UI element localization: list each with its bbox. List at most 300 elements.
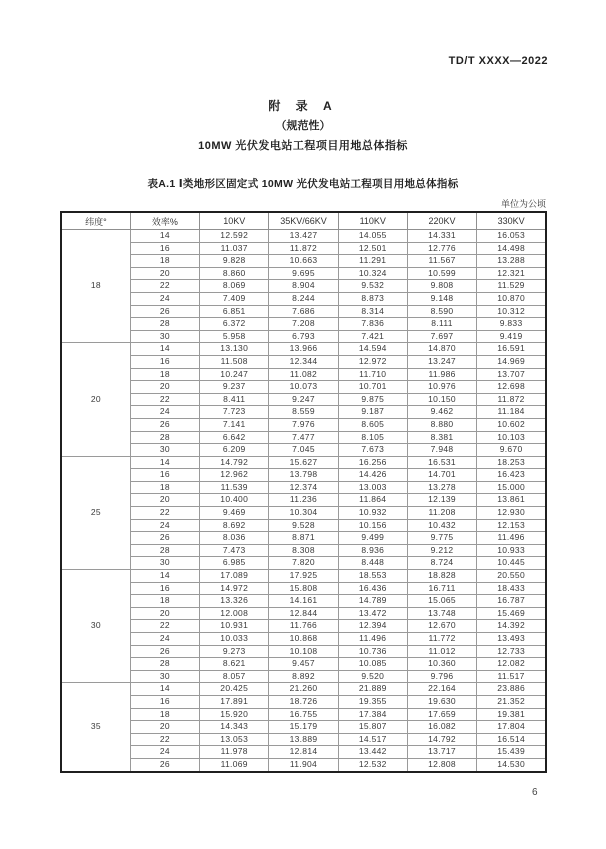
column-header: 纬度° [61,212,130,230]
table-row [61,683,546,696]
value-cell: 7.141 [200,418,269,431]
value-cell: 12.972 [338,355,407,368]
efficiency-cell: 20 [130,607,199,620]
value-cell: 5.958 [200,330,269,343]
value-cell: 12.592 [200,230,269,243]
value-cell: 10.933 [477,544,546,557]
value-cell: 15.179 [269,721,338,734]
table-body [61,230,546,772]
efficiency-cell: 16 [130,469,199,482]
value-cell: 10.103 [477,431,546,444]
value-cell: 7.820 [269,557,338,570]
value-cell: 7.473 [200,544,269,557]
value-cell: 10.085 [338,658,407,671]
column-header: 330KV [477,212,546,230]
value-cell: 7.836 [338,318,407,331]
value-cell: 15.808 [269,582,338,595]
value-cell: 11.710 [338,368,407,381]
efficiency-cell: 30 [130,557,199,570]
table-row [61,595,546,608]
value-cell: 11.766 [269,620,338,633]
value-cell: 10.736 [338,645,407,658]
value-cell: 9.528 [269,519,338,532]
efficiency-cell: 22 [130,507,199,520]
efficiency-cell: 18 [130,481,199,494]
latitude-cell: 35 [61,683,130,772]
table-row [61,658,546,671]
value-cell: 7.948 [407,444,476,457]
table-row [61,532,546,545]
table-row [61,255,546,268]
efficiency-cell: 26 [130,758,199,771]
value-cell: 7.409 [200,292,269,305]
value-cell: 9.237 [200,381,269,394]
value-cell: 8.448 [338,557,407,570]
value-cell: 13.966 [269,343,338,356]
value-cell: 8.871 [269,532,338,545]
value-cell: 12.962 [200,469,269,482]
value-cell: 8.069 [200,280,269,293]
efficiency-cell: 16 [130,582,199,595]
value-cell: 14.343 [200,721,269,734]
value-cell: 9.875 [338,393,407,406]
value-cell: 6.985 [200,557,269,570]
value-cell: 9.833 [477,318,546,331]
appendix-title-block [0,97,606,153]
value-cell: 7.673 [338,444,407,457]
value-cell: 19.355 [338,695,407,708]
value-cell: 13.278 [407,481,476,494]
value-cell: 16.514 [477,733,546,746]
table-caption: 表A.1 Ⅰ类地形区固定式 10MW 光伏发电站工程项目用地总体指标 [147,178,459,190]
value-cell: 12.139 [407,494,476,507]
unit-note: 单位为公顷 [500,199,546,209]
value-cell: 20.425 [200,683,269,696]
table-row [61,292,546,305]
efficiency-cell: 20 [130,381,199,394]
value-cell: 13.889 [269,733,338,746]
table-row [61,519,546,532]
value-cell: 11.986 [407,368,476,381]
value-cell: 21.352 [477,695,546,708]
value-cell: 6.209 [200,444,269,457]
table-row [61,393,546,406]
value-cell: 19.381 [477,708,546,721]
value-cell: 6.642 [200,431,269,444]
table-row [61,758,546,771]
table-row [61,242,546,255]
value-cell: 18.828 [407,570,476,583]
value-cell: 10.247 [200,368,269,381]
value-cell: 15.065 [407,595,476,608]
value-cell: 14.792 [200,456,269,469]
value-cell: 9.532 [338,280,407,293]
value-cell: 8.314 [338,305,407,318]
value-cell: 12.374 [269,481,338,494]
efficiency-cell: 30 [130,670,199,683]
value-cell: 17.384 [338,708,407,721]
table-row [61,343,546,356]
value-cell: 20.550 [477,570,546,583]
value-cell: 11.508 [200,355,269,368]
value-cell: 22.164 [407,683,476,696]
value-cell: 11.496 [338,633,407,646]
value-cell: 11.539 [200,481,269,494]
efficiency-cell: 14 [130,343,199,356]
value-cell: 11.567 [407,255,476,268]
table-row [61,544,546,557]
value-cell: 7.697 [407,330,476,343]
efficiency-cell: 20 [130,494,199,507]
value-cell: 7.976 [269,418,338,431]
value-cell: 16.423 [477,469,546,482]
value-cell: 9.148 [407,292,476,305]
value-cell: 11.517 [477,670,546,683]
value-cell: 14.594 [338,343,407,356]
value-cell: 15.469 [477,607,546,620]
value-cell: 15.000 [477,481,546,494]
value-cell: 8.621 [200,658,269,671]
value-cell: 8.692 [200,519,269,532]
efficiency-cell: 24 [130,292,199,305]
efficiency-cell: 22 [130,733,199,746]
efficiency-cell: 22 [130,620,199,633]
efficiency-cell: 20 [130,721,199,734]
table-header-row [61,212,546,230]
value-cell: 17.089 [200,570,269,583]
value-cell: 13.130 [200,343,269,356]
value-cell: 8.904 [269,280,338,293]
value-cell: 10.312 [477,305,546,318]
value-cell: 13.798 [269,469,338,482]
value-cell: 11.496 [477,532,546,545]
value-cell: 16.711 [407,582,476,595]
value-cell: 7.045 [269,444,338,457]
value-cell: 11.872 [477,393,546,406]
value-cell: 12.814 [269,746,338,759]
value-cell: 12.844 [269,607,338,620]
table-row [61,733,546,746]
value-cell: 16.053 [477,230,546,243]
table-row [61,746,546,759]
value-cell: 10.932 [338,507,407,520]
table-row [61,230,546,243]
value-cell: 8.036 [200,532,269,545]
efficiency-cell: 24 [130,406,199,419]
value-cell: 12.082 [477,658,546,671]
value-cell: 10.976 [407,381,476,394]
value-cell: 13.427 [269,230,338,243]
value-cell: 7.208 [269,318,338,331]
value-cell: 8.244 [269,292,338,305]
value-cell: 7.477 [269,431,338,444]
value-cell: 10.663 [269,255,338,268]
value-cell: 13.326 [200,595,269,608]
value-cell: 12.321 [477,267,546,280]
value-cell: 11.864 [338,494,407,507]
table-row [61,607,546,620]
value-cell: 12.344 [269,355,338,368]
value-cell: 15.627 [269,456,338,469]
value-cell: 14.331 [407,230,476,243]
value-cell: 11.082 [269,368,338,381]
value-cell: 6.793 [269,330,338,343]
value-cell: 8.936 [338,544,407,557]
table-row [61,267,546,280]
value-cell: 12.808 [407,758,476,771]
efficiency-cell: 26 [130,532,199,545]
table-row [61,721,546,734]
page-number: 6 [532,787,538,798]
efficiency-cell: 14 [130,683,199,696]
efficiency-cell: 26 [130,305,199,318]
value-cell: 13.472 [338,607,407,620]
efficiency-cell: 18 [130,708,199,721]
efficiency-cell: 14 [130,570,199,583]
value-cell: 19.630 [407,695,476,708]
value-cell: 10.108 [269,645,338,658]
column-header: 效率% [130,212,199,230]
value-cell: 17.659 [407,708,476,721]
value-cell: 10.304 [269,507,338,520]
value-cell: 16.787 [477,595,546,608]
table-row [61,494,546,507]
value-cell: 14.392 [477,620,546,633]
value-cell: 8.057 [200,670,269,683]
value-cell: 14.972 [200,582,269,595]
value-cell: 14.517 [338,733,407,746]
value-cell: 18.553 [338,570,407,583]
table-row [61,670,546,683]
value-cell: 12.698 [477,381,546,394]
value-cell: 11.037 [200,242,269,255]
value-cell: 7.723 [200,406,269,419]
value-cell: 14.792 [407,733,476,746]
value-cell: 9.457 [269,658,338,671]
latitude-cell: 20 [61,343,130,456]
value-cell: 14.969 [477,355,546,368]
value-cell: 11.012 [407,645,476,658]
value-cell: 16.256 [338,456,407,469]
table-row [61,330,546,343]
value-cell: 8.892 [269,670,338,683]
efficiency-cell: 16 [130,695,199,708]
value-cell: 8.411 [200,393,269,406]
value-cell: 10.400 [200,494,269,507]
table-row [61,318,546,331]
efficiency-cell: 28 [130,431,199,444]
value-cell: 21.260 [269,683,338,696]
value-cell: 18.253 [477,456,546,469]
value-cell: 9.828 [200,255,269,268]
value-cell: 9.695 [269,267,338,280]
value-cell: 8.381 [407,431,476,444]
value-cell: 14.789 [338,595,407,608]
table-row [61,645,546,658]
value-cell: 12.733 [477,645,546,658]
table-row [61,368,546,381]
column-header: 35KV/66KV [269,212,338,230]
table-row [61,633,546,646]
value-cell: 13.493 [477,633,546,646]
appendix-heading: 10MW 光伏发电站工程项目用地总体指标 [198,140,408,152]
value-cell: 8.605 [338,418,407,431]
value-cell: 10.150 [407,393,476,406]
table-row [61,469,546,482]
value-cell: 8.724 [407,557,476,570]
value-cell: 10.868 [269,633,338,646]
value-cell: 10.432 [407,519,476,532]
value-cell: 13.288 [477,255,546,268]
efficiency-cell: 18 [130,368,199,381]
table-row [61,582,546,595]
efficiency-cell: 16 [130,355,199,368]
efficiency-cell: 30 [130,444,199,457]
table-row [61,431,546,444]
latitude-cell: 18 [61,230,130,343]
efficiency-cell: 30 [130,330,199,343]
value-cell: 8.105 [338,431,407,444]
value-cell: 13.748 [407,607,476,620]
table-row [61,481,546,494]
efficiency-cell: 18 [130,595,199,608]
appendix-title: 附 录 A [268,99,338,113]
value-cell: 18.726 [269,695,338,708]
efficiency-cell: 14 [130,456,199,469]
value-cell: 13.053 [200,733,269,746]
value-cell: 13.707 [477,368,546,381]
table-row [61,507,546,520]
value-cell: 6.372 [200,318,269,331]
value-cell: 7.421 [338,330,407,343]
table-row [61,708,546,721]
value-cell: 16.531 [407,456,476,469]
doc-code: TD/T XXXX—2022 [448,55,548,67]
value-cell: 14.426 [338,469,407,482]
table-row [61,418,546,431]
appendix-subtitle: （规范性） [275,120,331,132]
value-cell: 23.886 [477,683,546,696]
value-cell: 18.433 [477,582,546,595]
table-row [61,355,546,368]
value-cell: 9.273 [200,645,269,658]
value-cell: 10.931 [200,620,269,633]
value-cell: 12.670 [407,620,476,633]
latitude-cell: 25 [61,456,130,569]
efficiency-cell: 24 [130,633,199,646]
table-row [61,570,546,583]
table-row [61,444,546,457]
value-cell: 12.153 [477,519,546,532]
value-cell: 8.111 [407,318,476,331]
value-cell: 6.851 [200,305,269,318]
value-cell: 11.069 [200,758,269,771]
value-cell: 9.796 [407,670,476,683]
efficiency-cell: 16 [130,242,199,255]
value-cell: 12.394 [338,620,407,633]
table-row [61,557,546,570]
value-cell: 9.247 [269,393,338,406]
table-row [61,305,546,318]
value-cell: 8.559 [269,406,338,419]
column-header: 220KV [407,212,476,230]
efficiency-cell: 28 [130,544,199,557]
value-cell: 14.498 [477,242,546,255]
value-cell: 8.308 [269,544,338,557]
value-cell: 11.978 [200,746,269,759]
efficiency-cell: 14 [130,230,199,243]
value-cell: 11.236 [269,494,338,507]
value-cell: 10.602 [477,418,546,431]
efficiency-cell: 20 [130,267,199,280]
table-row [61,381,546,394]
land-use-indicator-table [60,211,547,773]
value-cell: 16.436 [338,582,407,595]
column-header: 110KV [338,212,407,230]
value-cell: 10.701 [338,381,407,394]
value-cell: 10.445 [477,557,546,570]
efficiency-cell: 28 [130,318,199,331]
value-cell: 9.462 [407,406,476,419]
value-cell: 17.925 [269,570,338,583]
table-row [61,280,546,293]
value-cell: 14.870 [407,343,476,356]
value-cell: 8.880 [407,418,476,431]
latitude-cell: 30 [61,570,130,683]
efficiency-cell: 24 [130,519,199,532]
value-cell: 16.082 [407,721,476,734]
value-cell: 13.861 [477,494,546,507]
value-cell: 13.003 [338,481,407,494]
value-cell: 10.360 [407,658,476,671]
value-cell: 17.891 [200,695,269,708]
value-cell: 11.208 [407,507,476,520]
table-row [61,620,546,633]
value-cell: 21.889 [338,683,407,696]
value-cell: 10.073 [269,381,338,394]
value-cell: 14.055 [338,230,407,243]
value-cell: 8.590 [407,305,476,318]
efficiency-cell: 24 [130,746,199,759]
value-cell: 8.873 [338,292,407,305]
value-cell: 15.807 [338,721,407,734]
value-cell: 11.772 [407,633,476,646]
value-cell: 10.033 [200,633,269,646]
value-cell: 12.501 [338,242,407,255]
value-cell: 17.804 [477,721,546,734]
value-cell: 15.439 [477,746,546,759]
value-cell: 11.184 [477,406,546,419]
table-row [61,406,546,419]
value-cell: 9.469 [200,507,269,520]
value-cell: 10.324 [338,267,407,280]
value-cell: 9.520 [338,670,407,683]
value-cell: 16.755 [269,708,338,721]
value-cell: 13.247 [407,355,476,368]
value-cell: 7.686 [269,305,338,318]
value-cell: 16.591 [477,343,546,356]
value-cell: 14.701 [407,469,476,482]
table-row [61,456,546,469]
efficiency-cell: 26 [130,645,199,658]
value-cell: 10.599 [407,267,476,280]
value-cell: 14.161 [269,595,338,608]
value-cell: 9.775 [407,532,476,545]
value-cell: 14.530 [477,758,546,771]
efficiency-cell: 22 [130,280,199,293]
value-cell: 13.442 [338,746,407,759]
value-cell: 11.291 [338,255,407,268]
